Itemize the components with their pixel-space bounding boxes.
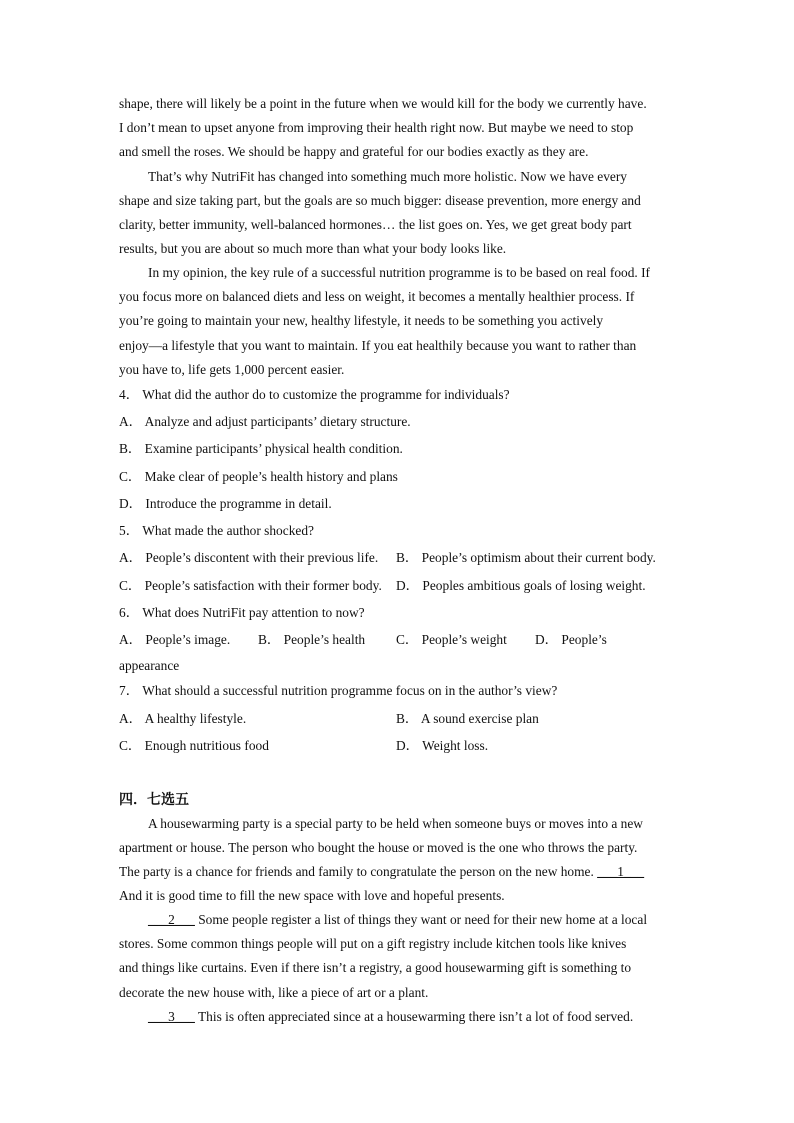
- question-6-option-d-continued: appearance: [119, 658, 180, 673]
- passage-line: [148, 912, 647, 928]
- question-4-option-a: A． Analyze and adjust participants’ dietary structure.: [119, 414, 411, 429]
- question-4-option-c: C． Make clear of people’s health history and plans: [119, 469, 398, 484]
- blank-3: ___3___: [148, 1009, 195, 1024]
- blank-2: ___2___: [148, 912, 195, 927]
- question-7-option-c: C． Enough nutritious food: [119, 738, 269, 753]
- passage-line: I don’t mean to upset anyone from improving their health right now. But maybe we need to stop: [119, 120, 634, 135]
- question-7-option-d: D． Weight loss.: [396, 738, 489, 753]
- passage-text: The party is a chance for friends and family to congratulate the person on the new home.: [119, 864, 598, 879]
- question-4-stem: 4． What did the author do to customize the programme for individuals?: [119, 387, 510, 402]
- question-5-option-d: D． Peoples ambitious goals of losing weight.: [396, 578, 646, 593]
- question-6-stem: 6． What does NutriFit pay attention to now?: [119, 605, 365, 620]
- question-5-stem: 5． What made the author shocked?: [119, 523, 314, 538]
- question-6-option-d: D． People’s: [535, 632, 607, 647]
- passage-line: you focus more on balanced diets and less on weight, it becomes a mentally healthier process. If: [119, 289, 635, 304]
- question-5-option-c: C． People’s satisfaction with their former body.: [119, 578, 382, 593]
- passage-line: enjoy—a lifestyle that you want to maintain. If you eat healthily because you want to rather than: [119, 338, 637, 353]
- passage-text: This is often appreciated since at a housewarming there isn’t a lot of food served.: [194, 1009, 634, 1024]
- question-5-option-b: B． People’s optimism about their current body.: [396, 550, 656, 565]
- question-6-option-b: B． People’s health: [258, 632, 366, 647]
- question-7-stem: 7． What should a successful nutrition programme focus on in the author’s view?: [119, 683, 558, 698]
- passage-line: decorate the new house with, like a piece of art or a plant.: [119, 985, 429, 1000]
- passage-line: That’s why NutriFit has changed into something much more holistic. Now we have every: [148, 169, 627, 184]
- passage-line: and smell the roses. We should be happy and grateful for our bodies exactly as they are.: [119, 144, 589, 159]
- question-7-option-b: B． A sound exercise plan: [396, 711, 539, 726]
- passage-line: A housewarming party is a special party to be held when someone buys or moves into a new: [148, 816, 643, 831]
- passage-line: And it is good time to fill the new space with love and hopeful presents.: [119, 888, 505, 903]
- passage-line: In my opinion, the key rule of a successful nutrition programme is to be based on real food. If: [148, 265, 651, 280]
- passage-line: stores. Some common things people will put on a gift registry include kitchen tools like knives: [119, 936, 627, 951]
- passage-line: you’re going to maintain your new, healthy lifestyle, it needs to be something you actively: [119, 313, 604, 328]
- passage-text: Some people register a list of things they want or need for their new home at a local: [194, 912, 648, 927]
- passage-line: you have to, life gets 1,000 percent easier.: [119, 362, 345, 377]
- passage-line: shape and size taking part, but the goals are so much bigger: disease prevention, more energy and: [119, 193, 641, 208]
- passage-line: shape, there will likely be a point in the future when we would kill for the body we currently have.: [119, 96, 647, 111]
- question-7-option-a: A． A healthy lifestyle.: [119, 711, 247, 726]
- question-4-option-d: D． Introduce the programme in detail.: [119, 496, 332, 511]
- passage-line: results, but you are about so much more than what your body looks like.: [119, 241, 507, 256]
- section-heading: 四．七选五: [119, 792, 189, 808]
- passage-line: clarity, better immunity, well-balanced hormones… the list goes on. Yes, we get great body part: [119, 217, 632, 232]
- passage-line: apartment or house. The person who bought the house or moved is the one who throws the party.: [119, 840, 638, 855]
- passage-line: and things like curtains. Even if there isn’t a registry, a good housewarming gift is something to: [119, 960, 632, 975]
- passage-line: [148, 1009, 633, 1025]
- question-4-option-b: B． Examine participants’ physical health condition.: [119, 441, 403, 456]
- passage-line: [119, 864, 644, 880]
- question-5-option-a: A． People’s discontent with their previous life.: [119, 550, 379, 565]
- question-6-option-c: C． People’s weight: [396, 632, 507, 647]
- blank-1: ___1___: [597, 864, 645, 879]
- question-6-option-a: A． People’s image.: [119, 632, 231, 647]
